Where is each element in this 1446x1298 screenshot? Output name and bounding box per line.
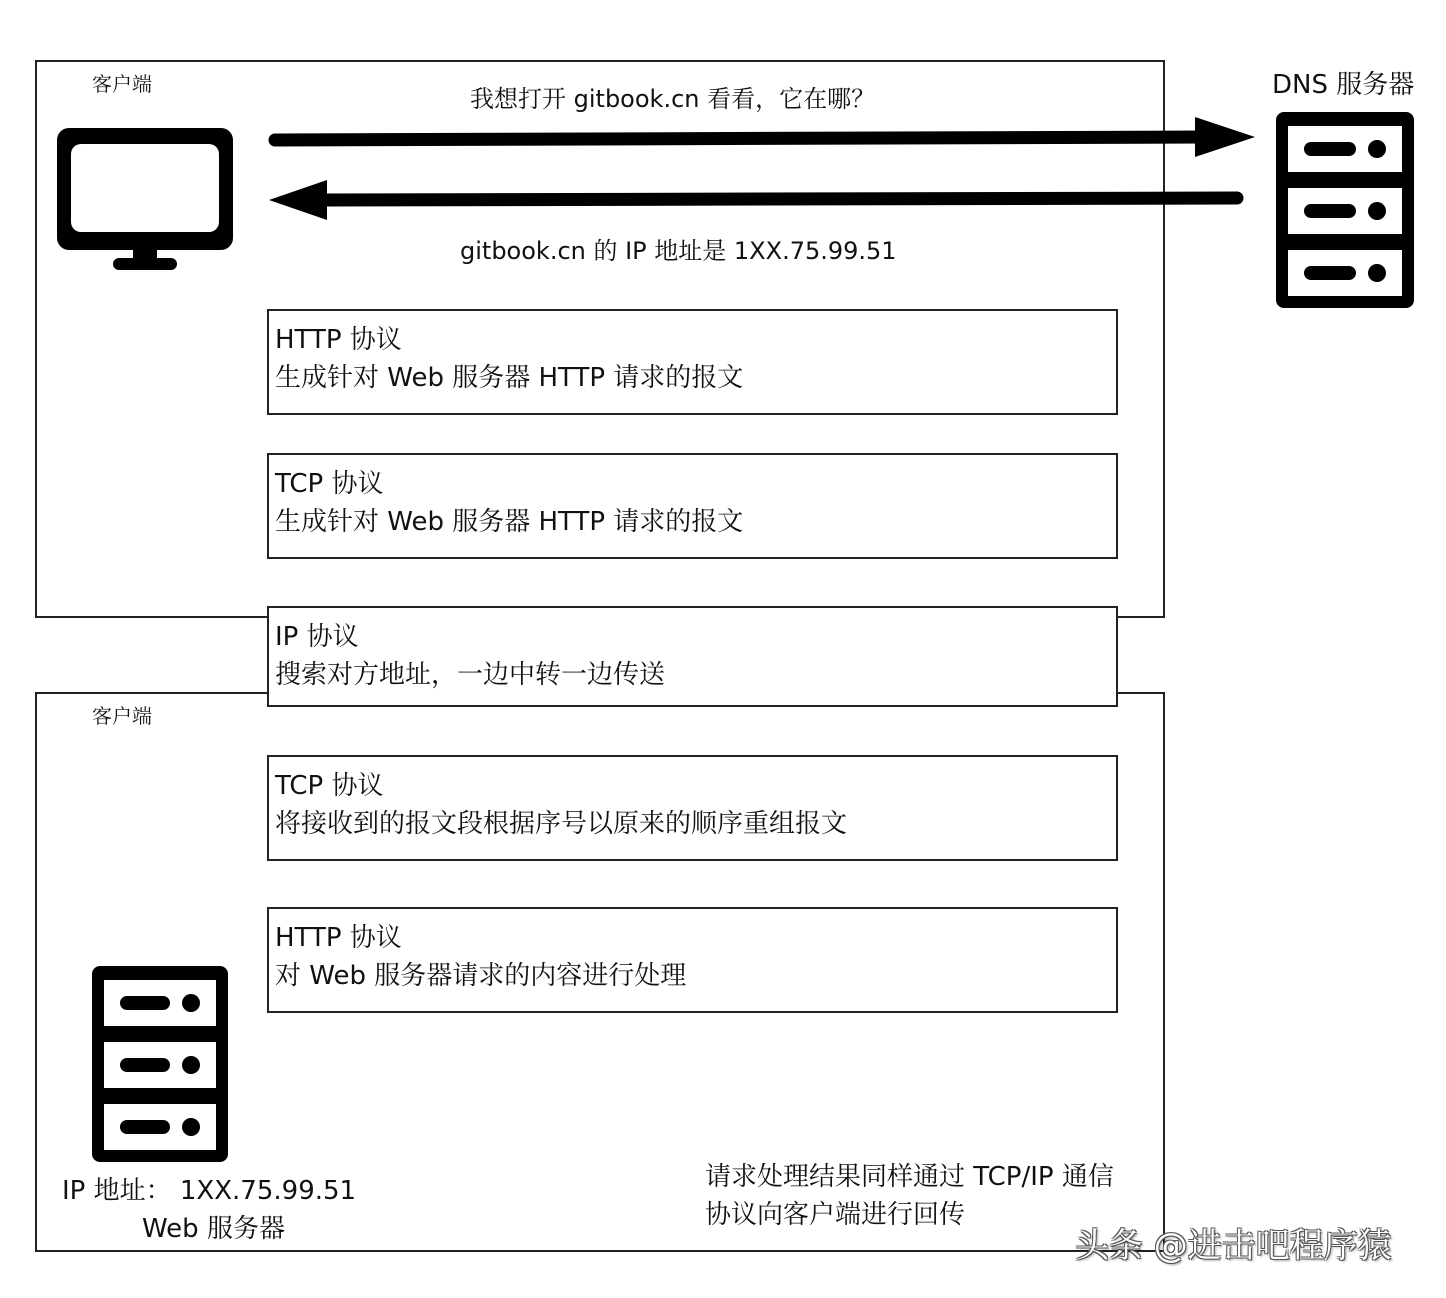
tcp-server-desc: 将接收到的报文段根据序号以原来的顺序重组报文 (275, 809, 848, 839)
http-server-title: HTTP 协议 (275, 923, 402, 953)
ip-box (267, 606, 1118, 707)
http-client-title: HTTP 协议 (275, 325, 402, 355)
ip-desc: 搜索对方地址，一边中转一边传送 (275, 660, 666, 690)
client-label-bottom: 客户端 (92, 704, 152, 728)
http-client-box (267, 309, 1118, 415)
tcp-client-desc: 生成针对 Web 服务器 HTTP 请求的报文 (275, 507, 744, 537)
client-label-top: 客户端 (92, 72, 152, 96)
response-label: gitbook.cn 的 IP 地址是 1XX.75.99.51 (460, 237, 897, 265)
http-server-desc: 对 Web 服务器请求的内容进行处理 (275, 961, 687, 991)
watermark: 头条 @进击吧程序猿 (1075, 1226, 1392, 1266)
http-client-desc: 生成针对 Web 服务器 HTTP 请求的报文 (275, 363, 744, 393)
tcp-client-title: TCP 协议 (275, 469, 384, 499)
dns-server-icon (1274, 110, 1416, 310)
tcp-client-box (267, 453, 1118, 559)
web-server-icon (90, 964, 230, 1164)
request-label: 我想打开 gitbook.cn 看看，它在哪？ (470, 85, 876, 113)
response-note: 请求处理结果同样通过 TCP/IP 通信协议向客户端进行回传 (705, 1162, 1114, 1230)
response-arrow (265, 176, 1250, 226)
tcp-server-box (267, 755, 1118, 861)
monitor-icon (55, 126, 235, 272)
dns-server-label: DNS 服务器 (1272, 70, 1415, 100)
request-arrow (265, 112, 1260, 162)
web-server-ip-label: IP 地址： 1XX.75.99.51 (62, 1176, 357, 1206)
http-server-box (267, 907, 1118, 1013)
tcp-server-title: TCP 协议 (275, 771, 384, 801)
ip-title: IP 协议 (275, 622, 359, 652)
web-server-name: Web 服务器 (142, 1214, 285, 1244)
